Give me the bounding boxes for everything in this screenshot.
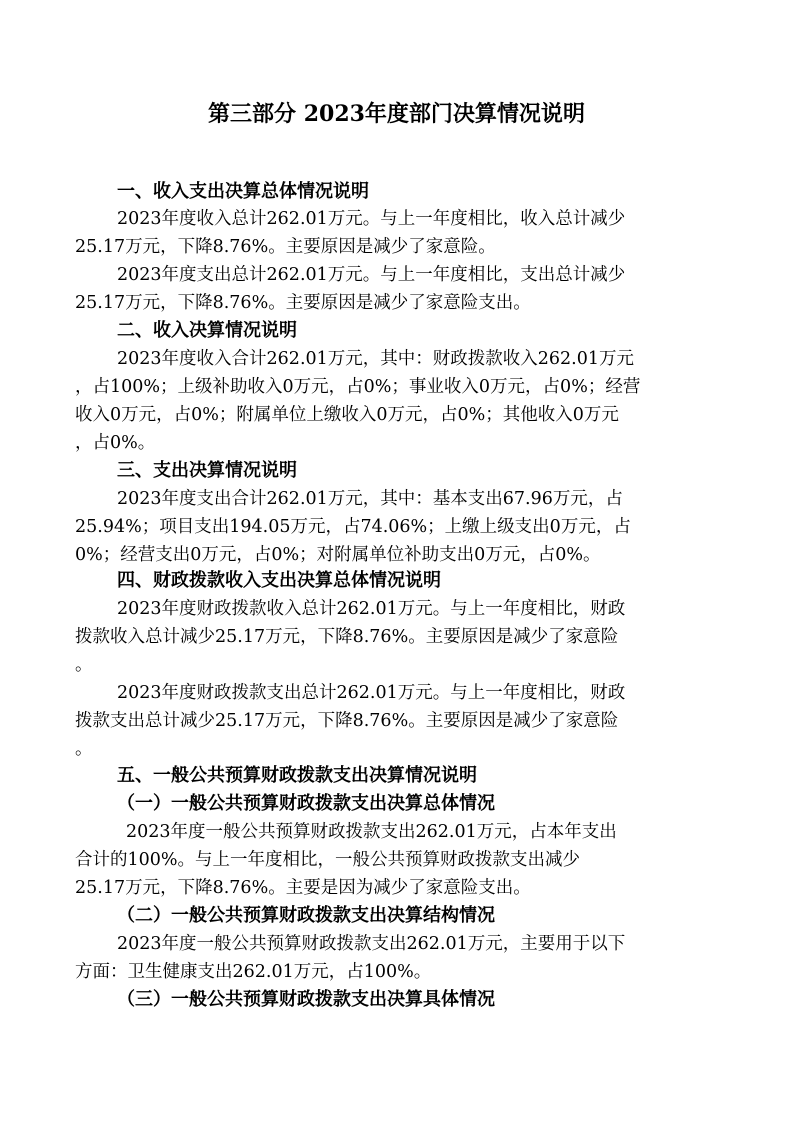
paragraph-line: 拨款支出总计减少25.17万元，下降8.76%。主要原因是减少了家意险 — [75, 711, 619, 731]
section-heading-3: 三、支出决算情况说明 — [117, 460, 297, 481]
subsection-heading-1: （一）一般公共预算财政拨款支出决算总体情况 — [117, 793, 495, 814]
paragraph-line: 。 — [75, 655, 93, 675]
paragraph-line: 0%；经营支出0万元，占0%；对附属单位补助支出0万元，占0%。 — [75, 545, 601, 565]
paragraph-line: 方面：卫生健康支出262.01万元，占100%。 — [75, 962, 432, 982]
paragraph-line: 2023年度收入合计262.01万元，其中：财政拨款收入262.01万元 — [117, 349, 635, 369]
paragraph-line: 拨款收入总计减少25.17万元，下降8.76%。主要原因是减少了家意险 — [75, 627, 619, 647]
paragraph-line: 。 — [75, 739, 93, 759]
paragraph-line: 2023年度一般公共预算财政拨款支出262.01万元，主要用于以下 — [117, 934, 626, 954]
section-heading-2: 二、收入决算情况说明 — [117, 320, 297, 341]
paragraph-line: 2023年度支出总计262.01万元。与上一年度相比，支出总计减少 — [117, 265, 626, 285]
paragraph-line: 2023年度财政拨款支出总计262.01万元。与上一年度相比，财政 — [117, 683, 626, 703]
paragraph-line: 25.17万元，下降8.76%。主要原因是减少了家意险。 — [75, 237, 496, 257]
page-title: 第三部分 2023年度部门决算情况说明 — [208, 101, 585, 127]
paragraph-line: 2023年度支出合计262.01万元，其中：基本支出67.96万元，占 — [117, 489, 623, 509]
section-heading-5: 五、一般公共预算财政拨款支出决算情况说明 — [117, 765, 477, 786]
paragraph-line: 25.17万元，下降8.76%。主要原因是减少了家意险支出。 — [75, 293, 531, 313]
section-heading-4: 四、财政拨款收入支出决算总体情况说明 — [117, 570, 441, 591]
paragraph-line: ，占0%。 — [75, 433, 156, 453]
paragraph-line: 收入0万元，占0%；附属单位上缴收入0万元，占0%；其他收入0万元 — [75, 405, 619, 425]
section-heading-1: 一、收入支出决算总体情况说明 — [117, 181, 369, 202]
paragraph-line: 25.17万元，下降8.76%。主要是因为减少了家意险支出。 — [75, 878, 531, 898]
subsection-heading-3: （三）一般公共预算财政拨款支出决算具体情况 — [117, 989, 495, 1010]
paragraph-line: ，占100%；上级补助收入0万元，占0%；事业收入0万元，占0%；经营 — [75, 377, 641, 397]
paragraph-line: 2023年度收入总计262.01万元。与上一年度相比，收入总计减少 — [117, 209, 626, 229]
paragraph-line: 25.94%；项目支出194.05万元，占74.06%；上缴上级支出0万元，占 — [75, 517, 631, 537]
subsection-heading-2: （二）一般公共预算财政拨款支出决算结构情况 — [117, 905, 495, 926]
paragraph-line: 合计的100%。与上一年度相比，一般公共预算财政拨款支出减少 — [75, 850, 581, 870]
paragraph-line: 2023年度一般公共预算财政拨款支出262.01万元，占本年支出 — [126, 822, 617, 842]
paragraph-line: 2023年度财政拨款收入总计262.01万元。与上一年度相比，财政 — [117, 599, 626, 619]
